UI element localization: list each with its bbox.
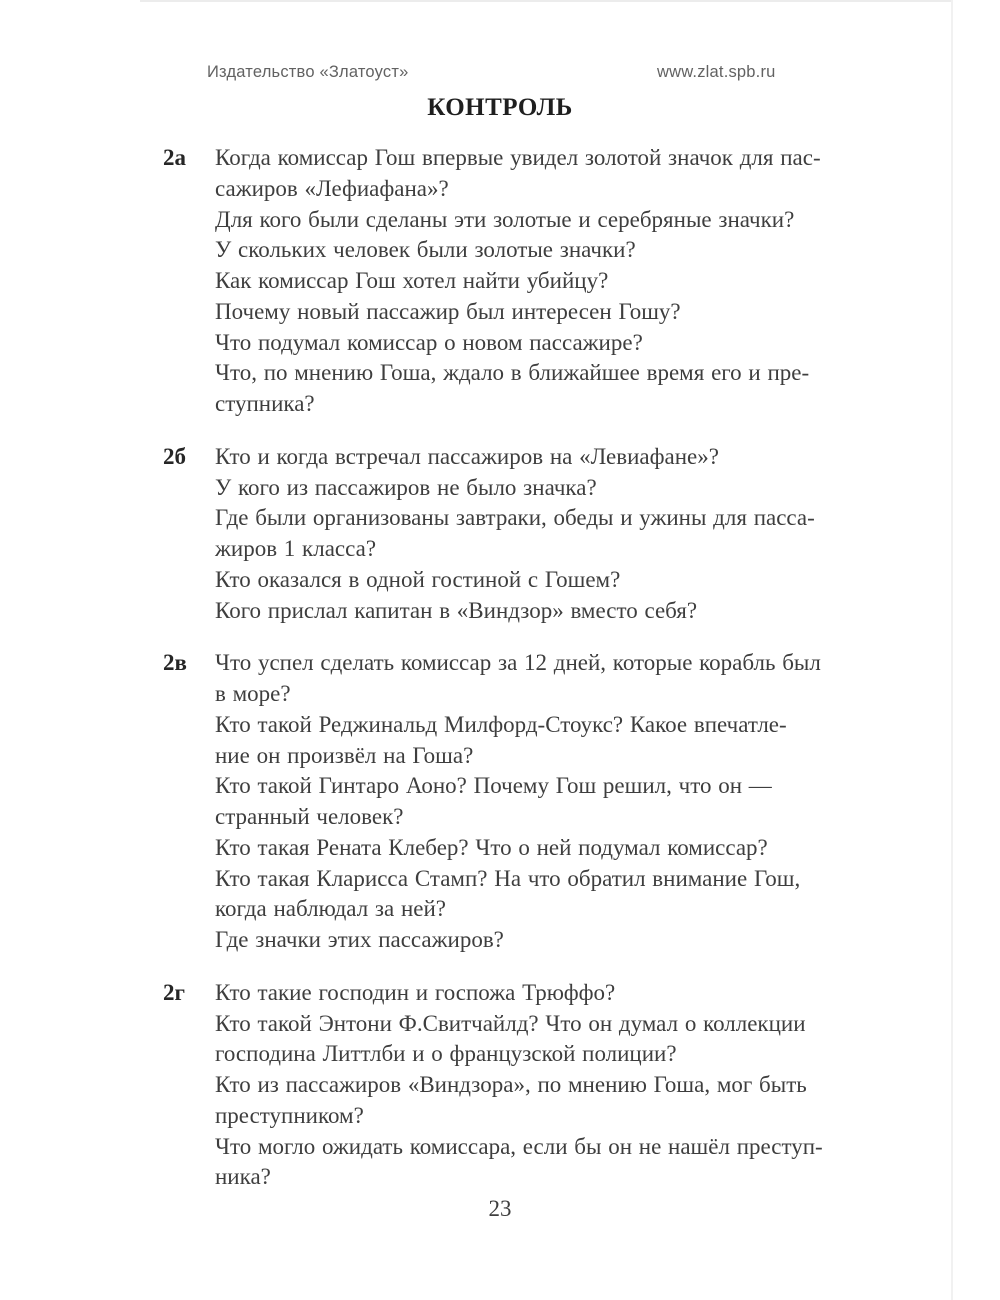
question-line: Кто такой Энтони Ф.Свитчайлд? Что он думал о коллекции (215, 1010, 806, 1036)
question-line: Что успел сделать комиссар за 12 дней, которые корабль был (215, 650, 821, 676)
question-line: Кто такой Реджинальд Милфорд-Стоукс? Какое впечатле- (215, 711, 787, 737)
scan-edge-top (140, 0, 953, 2)
question-line: Как комиссар Гош хотел найти убийцу? (215, 268, 609, 293)
publisher-name: Издательство «Златоуст» (207, 63, 409, 81)
publisher-website: www.zlat.spb.ru (657, 63, 776, 81)
page-title: КОНТРОЛЬ (427, 94, 573, 121)
question-line: ние он произвёл на Гоша? (215, 742, 474, 768)
question-line: ступника? (215, 391, 315, 416)
question-line: господина Литтлби и о французской полиции? (215, 1041, 677, 1067)
question-section-2v (163, 648, 883, 956)
question-line: сажиров «Лефиафана»? (215, 175, 449, 201)
section-lines (215, 978, 823, 1193)
page-number: 23 (488, 1196, 512, 1221)
section-lines (215, 143, 821, 420)
question-line: Кто такие господин и госпожа Трюффо? (215, 979, 616, 1005)
question-line: Для кого были сделаны эти золотые и серебряные значки? (215, 206, 795, 232)
question-line: Что, по мнению Гоша, ждало в ближайшее время его и пре- (215, 360, 810, 386)
question-line: У скольких человек были золотые значки? (215, 237, 636, 263)
question-line: Кто такая Рената Клебер? Что о ней подумал комиссар? (215, 834, 768, 860)
question-line: Кто такой Гинтаро Аоно? Почему Гош решил, что он — (215, 773, 772, 799)
question-line: жиров 1 класса? (215, 536, 377, 561)
section-label: 2б (163, 443, 186, 469)
questions-body (163, 143, 883, 1215)
question-line: Кто такая Кларисса Стамп? На что обратил внимание Гош, (215, 865, 801, 891)
question-line: Кого прислал капитан в «Виндзор» вместо себя? (215, 597, 698, 623)
question-line: Где значки этих пассажиров? (215, 927, 504, 952)
question-line: Что подумал комиссар о новом пассажире? (215, 329, 643, 355)
question-line: Где были организованы завтраки, обеды и ужины для пасса- (215, 505, 815, 531)
question-line: когда наблюдал за ней? (215, 896, 447, 922)
question-line: Что могло ожидать комиссара, если бы он не нашёл преступ- (215, 1133, 823, 1159)
section-lines (215, 648, 821, 956)
section-label: 2а (163, 145, 186, 170)
section-label: 2г (163, 979, 185, 1005)
question-line: Кто и когда встречал пассажиров на «Левиафане»? (215, 443, 719, 469)
question-line: преступником? (215, 1102, 364, 1128)
scan-edge-right (951, 0, 953, 1300)
section-lines (215, 442, 815, 627)
question-line: в море? (215, 681, 291, 706)
question-section-2g (163, 978, 883, 1193)
question-line: У кого из пассажиров не было значка? (215, 474, 597, 500)
question-line: Кто оказался в одной гостиной с Гошем? (215, 566, 621, 592)
question-line: Почему новый пассажир был интересен Гошу? (215, 298, 681, 324)
section-label: 2в (163, 650, 187, 676)
question-section-2b (163, 442, 883, 627)
question-line: ника? (215, 1164, 271, 1190)
question-line: странный человек? (215, 804, 404, 829)
question-line: Когда комиссар Гош впервые увидел золотой значок для пас- (215, 145, 821, 170)
question-section-2a (163, 143, 883, 420)
question-line: Кто из пассажиров «Виндзора», по мнению Гоша, мог быть (215, 1072, 807, 1097)
